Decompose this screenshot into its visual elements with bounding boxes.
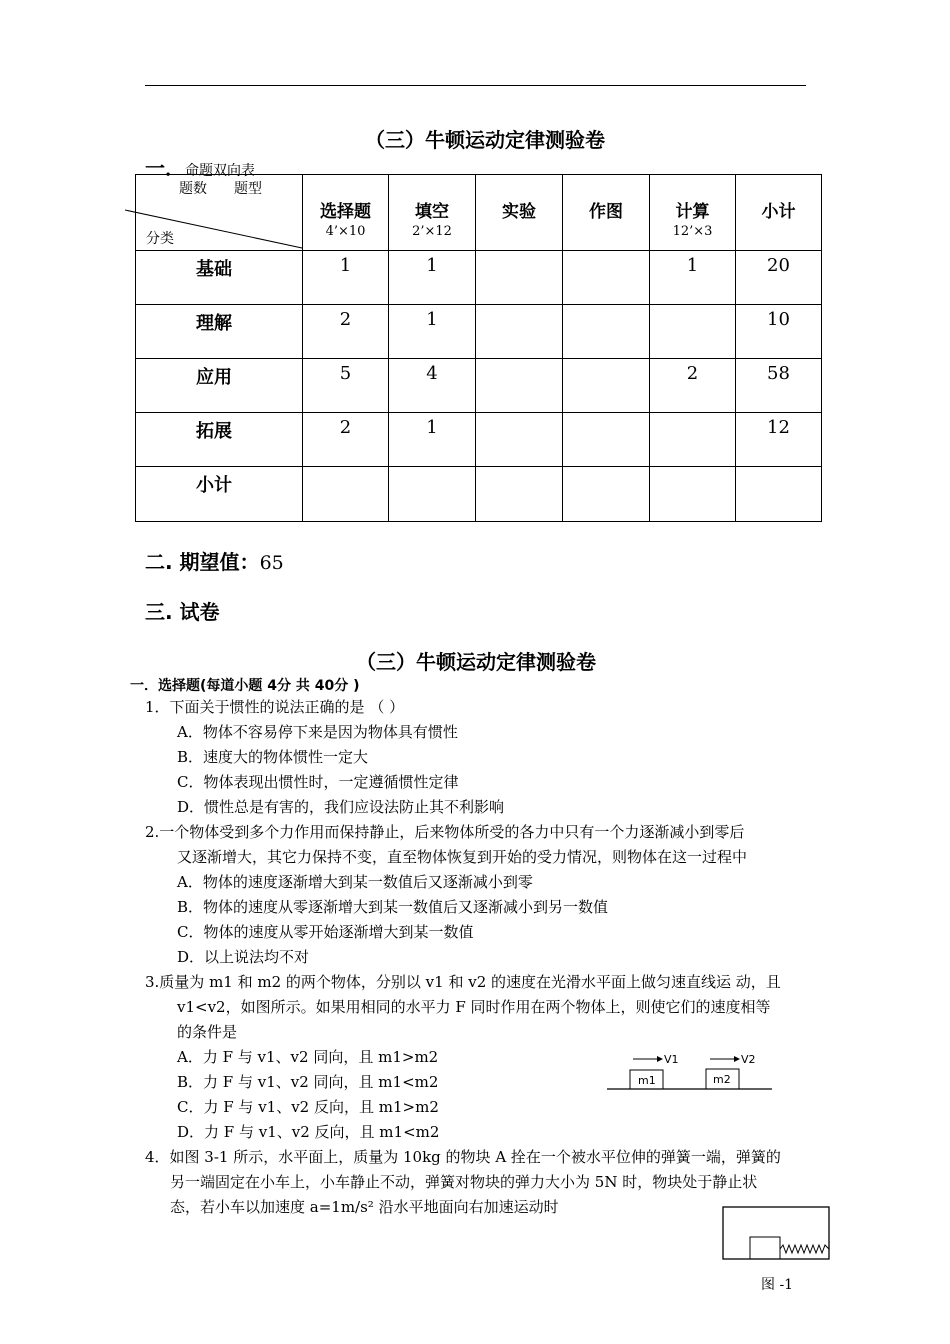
corner-type-label: 题型 <box>234 181 262 197</box>
table-cell: 1 <box>389 413 476 467</box>
cart-outline <box>723 1207 829 1259</box>
column-header: 填空 2’×12 <box>389 175 476 251</box>
table-cell <box>563 467 650 522</box>
table-cell: 1 <box>303 251 389 305</box>
table-cell: 12 <box>736 413 822 467</box>
column-header: 计算 12’×3 <box>650 175 736 251</box>
corner-category-label: 分类 <box>146 231 174 247</box>
option-line: B．力 F 与 v1、v2 同向，且 m1<m2 <box>177 1073 439 1091</box>
figure-caption: 图 -1 <box>761 1277 794 1293</box>
question-stem: 又逐渐增大，其它力保持不变，直至物体恢复到开始的受力情况，则物体在这一过程中 <box>177 848 748 866</box>
column-header: 作图 <box>563 175 650 251</box>
question-stem: 4．如图 3-1 所示，水平面上，质量为 10kg 的物块 A 拴在一个被水平位伸的弹簧一端，弹簧的 <box>145 1148 781 1166</box>
option-line: B．速度大的物体惯性一定大 <box>177 748 369 766</box>
table-cell <box>563 251 650 305</box>
option-line: A．力 F 与 v1、v2 同向，且 m1>m2 <box>177 1048 439 1066</box>
section2-label: 二. 期望值： <box>145 550 260 574</box>
table-row <box>136 359 822 413</box>
section2-heading <box>145 546 284 575</box>
table-row <box>136 413 822 467</box>
section1-label: 命题双向表 <box>185 163 255 179</box>
two-blocks-figure <box>600 1050 780 1095</box>
table-cell: 2 <box>303 305 389 359</box>
question-stem: 3.质量为 m1 和 m2 的两个物体，分别以 v1 和 v2 的速度在光滑水平面上做匀速直线运 动，且 <box>145 973 781 991</box>
table-cell: 58 <box>736 359 822 413</box>
spring <box>780 1245 829 1253</box>
table-cell <box>650 305 736 359</box>
column-header: 选择题 4’×10 <box>303 175 389 251</box>
question-stem: 1．下面关于惯性的说法正确的是 （ ） <box>145 698 405 716</box>
question-stem: 2.一个物体受到多个力作用而保持静止，后来物体所受的各力中只有一个力逐渐减小到零后 <box>145 823 745 841</box>
table-cell <box>563 413 650 467</box>
table-cell <box>736 467 822 522</box>
option-line: C．物体表现出惯性时，一定遵循惯性定律 <box>177 773 459 791</box>
cart-spring-figure <box>720 1205 832 1260</box>
column-header: 实验 <box>476 175 563 251</box>
table-row <box>136 251 822 305</box>
option-line: D．惯性总是有害的，我们应设法防止其不利影响 <box>177 798 505 816</box>
table-cell <box>303 467 389 522</box>
row-label: 应用 <box>136 359 303 413</box>
table-corner-cell <box>136 175 303 251</box>
option-line: A．物体的速度逐渐增大到某一数值后又逐渐减小到零 <box>177 873 533 891</box>
table-cell: 4 <box>389 359 476 413</box>
table-cell: 2 <box>303 413 389 467</box>
option-line: B．物体的速度从零逐渐增大到某一数值后又逐渐减小到另一数值 <box>177 898 609 916</box>
page-title: （三）牛顿运动定律测验卷 <box>365 128 605 152</box>
question-stem: 的条件是 <box>177 1023 238 1041</box>
option-line: C．物体的速度从零开始逐渐增大到某一数值 <box>177 923 474 941</box>
expected-value: 65 <box>259 552 284 574</box>
option-line: A．物体不容易停下来是因为物体具有惯性 <box>177 723 458 741</box>
row-label: 小计 <box>136 467 303 522</box>
section3-heading: 三. 试卷 <box>145 600 220 624</box>
table-cell: 1 <box>650 251 736 305</box>
option-line: D．力 F 与 v1、v2 反向，且 m1<m2 <box>177 1123 440 1141</box>
row-label: 理解 <box>136 305 303 359</box>
table-row <box>136 467 822 522</box>
table-cell <box>476 305 563 359</box>
table-cell <box>476 413 563 467</box>
question-stem: 另一端固定在小车上，小车静止不动，弹簧对物块的弹力大小为 5N 时，物块处于静止状 <box>170 1173 758 1191</box>
header-rule <box>145 85 806 86</box>
block-a <box>750 1237 780 1259</box>
table-cell: 1 <box>389 305 476 359</box>
table-cell <box>389 467 476 522</box>
table-cell: 2 <box>650 359 736 413</box>
table-cell <box>563 305 650 359</box>
table-cell: 1 <box>389 251 476 305</box>
table-cell <box>650 413 736 467</box>
option-line: C．力 F 与 v1、v2 反向，且 m1>m2 <box>177 1098 439 1116</box>
label-v2: V2 <box>741 1053 756 1066</box>
table-cell: 20 <box>736 251 822 305</box>
section1-number: 一． <box>145 156 185 180</box>
question-stem: v1<v2，如图所示。如果用相同的水平力 F 同时作用在两个物体上，则使它们的速度相等 <box>177 998 771 1016</box>
label-v1: V1 <box>664 1053 679 1066</box>
part1-heading: 一．选择题(每道小题 4分 共 40分 ) <box>130 678 360 694</box>
label-m1: m1 <box>638 1074 656 1087</box>
column-header: 小计 <box>736 175 822 251</box>
option-line: D．以上说法均不对 <box>177 948 310 966</box>
arrow-v2-head <box>734 1056 740 1062</box>
table-header-row <box>136 175 822 251</box>
table-cell <box>476 359 563 413</box>
specification-table <box>135 174 822 522</box>
corner-count-label: 题数 <box>179 181 207 197</box>
row-label: 拓展 <box>136 413 303 467</box>
table-cell: 5 <box>303 359 389 413</box>
table-cell <box>650 467 736 522</box>
table-cell: 10 <box>736 305 822 359</box>
label-m2: m2 <box>713 1073 731 1086</box>
table-row <box>136 305 822 359</box>
row-label: 基础 <box>136 251 303 305</box>
table-cell <box>476 467 563 522</box>
arrow-v1-head <box>657 1056 663 1062</box>
table-cell <box>476 251 563 305</box>
exam-title: （三）牛顿运动定律测验卷 <box>356 650 596 674</box>
table-cell <box>563 359 650 413</box>
question-stem: 态，若小车以加速度 a=1m/s² 沿水平地面向右加速运动时 <box>170 1198 559 1216</box>
